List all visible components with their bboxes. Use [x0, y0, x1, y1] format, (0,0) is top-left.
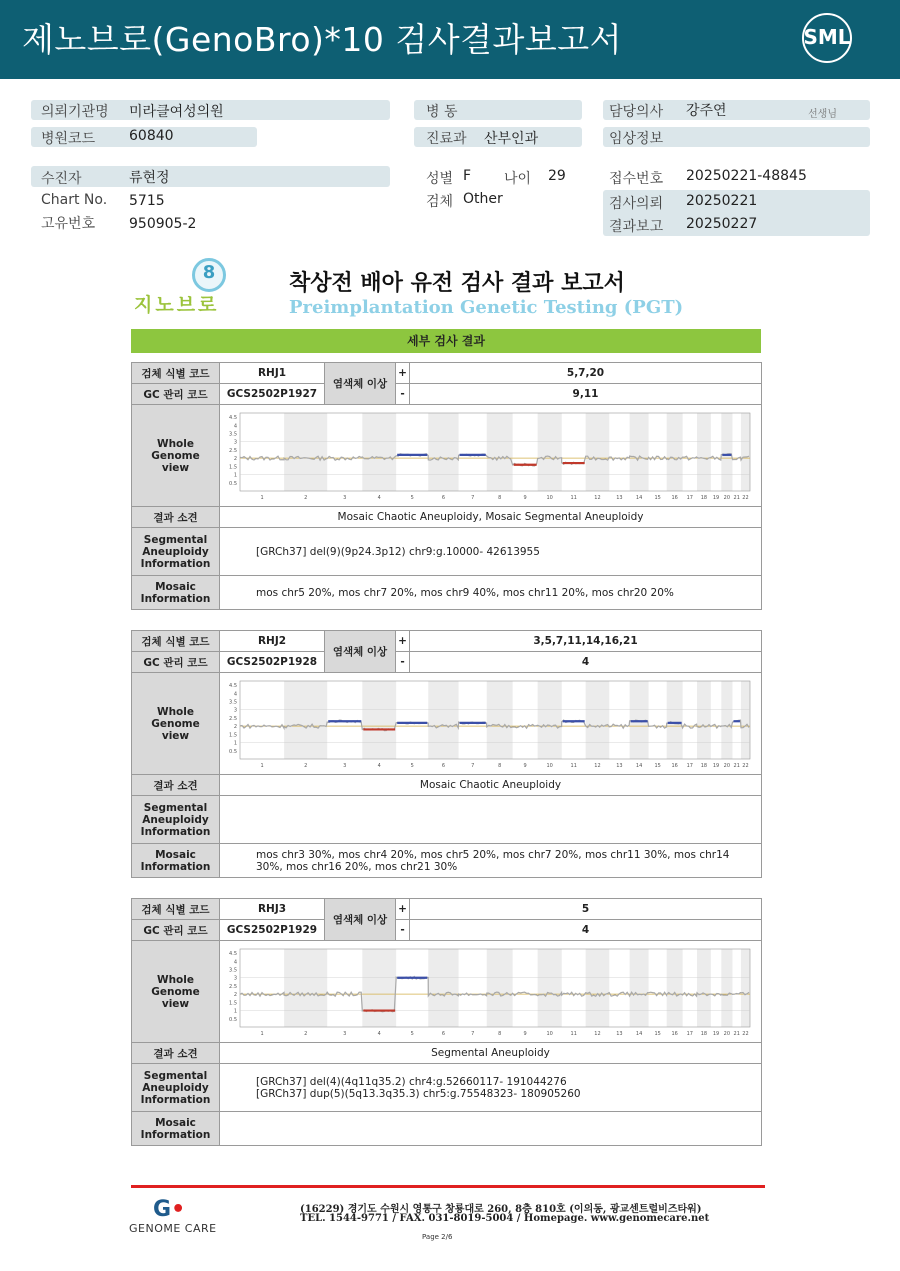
chromosome-label: 8	[498, 1030, 502, 1037]
sample-id: RHJ1	[220, 363, 325, 384]
chromosome-label: 18	[700, 762, 708, 769]
chromosome-label: 20	[723, 494, 731, 501]
chromosome-band	[697, 413, 711, 491]
chromosome-abnormality-header: 염색체 이상	[325, 899, 396, 941]
y-tick-label: 4	[233, 958, 237, 965]
genobro-logo-mark: 8	[202, 262, 216, 283]
chromosome-label: 21	[733, 762, 740, 769]
y-tick-label: 4	[233, 690, 237, 697]
chromosome-label: 12	[594, 494, 601, 501]
gain-sign: +	[396, 899, 410, 920]
chromosome-band	[586, 949, 610, 1027]
chromosome-band	[284, 413, 327, 491]
sample-code-header: 검체 식별 코드	[132, 363, 220, 384]
id-label: 고유번호	[41, 216, 96, 232]
chromosome-band	[721, 681, 732, 759]
chromosome-label: 1	[260, 762, 264, 769]
footer-address: (16229) 경기도 수원시 영통구 창룡대로 260, 8층 810호 (이의동, 광교센트럴비즈타워)	[300, 1204, 702, 1215]
gain-chromosomes: 3,5,7,11,14,16,21	[410, 631, 762, 652]
chromosome-label: 14	[635, 762, 643, 769]
chromosome-label: 8	[498, 762, 502, 769]
chromosome-band	[741, 681, 750, 759]
chromosome-abnormality-header: 염색체 이상	[325, 631, 396, 673]
mosaic-header: Mosaic Information	[132, 1112, 220, 1146]
specimen-value: Other	[463, 191, 503, 207]
gc-code-header: GC 관리 코드	[132, 920, 220, 941]
mosaic-value: mos chr5 20%, mos chr7 20%, mos chr9 40%, mos chr11 20%, mos chr20 20%	[220, 576, 762, 610]
doctor-value: 강주연	[686, 103, 727, 119]
genome-care-logo-icon: G•	[153, 1197, 186, 1222]
loss-sign: -	[396, 384, 410, 405]
segmental-header: Segmental Aneuploidy Information	[132, 796, 220, 844]
chromosome-band	[721, 413, 732, 491]
inst-value: 미라클여성의원	[129, 104, 224, 120]
gc-code: GCS2502P1929	[220, 920, 325, 941]
code-label: 병원코드	[41, 131, 96, 147]
chromosome-label: 2	[304, 494, 308, 501]
chromosome-label: 6	[441, 494, 446, 501]
loss-sign: -	[396, 652, 410, 673]
footer-contact: TEL. 1544-9771 / FAX. 031-8019-5004 / Homepage. www.genomecare.net	[300, 1213, 710, 1224]
chromosome-label: 14	[635, 494, 643, 501]
chromosome-label: 10	[546, 494, 553, 501]
y-tick-label: 2	[233, 991, 237, 998]
report-title: 착상전 배아 유전 검사 결과 보고서	[289, 271, 625, 296]
gain-chromosomes: 5,7,20	[410, 363, 762, 384]
chromosome-label: 3	[343, 762, 347, 769]
page-number: Page 2/6	[422, 1233, 453, 1241]
chromosome-band	[586, 681, 610, 759]
chromosome-band	[538, 681, 562, 759]
sample-code-header: 검체 식별 코드	[132, 631, 220, 652]
request-label: 검사의뢰	[609, 196, 664, 212]
chromosome-label: 8	[498, 494, 502, 501]
genome-view-cell	[220, 405, 762, 507]
chromosome-label: 4	[377, 762, 381, 769]
chromosome-label: 18	[700, 494, 708, 501]
chromosome-label: 21	[733, 494, 740, 501]
genome-care-brand: GENOME CARE	[129, 1222, 217, 1235]
segmental-header: Segmental Aneuploidy Information	[132, 528, 220, 576]
y-tick-label: 2.5	[229, 447, 237, 454]
y-tick-label: 1.5	[229, 463, 237, 470]
receipt-label: 접수번호	[609, 171, 664, 187]
chromosome-label: 14	[635, 1030, 643, 1037]
chromosome-label: 4	[377, 1030, 381, 1037]
y-tick-label: 2.5	[229, 983, 237, 990]
loss-chromosomes: 4	[410, 920, 762, 941]
chromosome-band	[630, 413, 649, 491]
chromosome-band	[667, 949, 683, 1027]
y-tick-label: 3.5	[229, 967, 237, 974]
chart-value: 5715	[129, 193, 165, 209]
chromosome-label: 11	[570, 1030, 577, 1037]
y-tick-label: 0.5	[229, 480, 237, 487]
chromosome-label: 10	[546, 762, 553, 769]
chromosome-band	[487, 681, 513, 759]
chromosome-band	[487, 413, 513, 491]
chromosome-label: 7	[471, 762, 475, 769]
chromosome-band	[667, 681, 683, 759]
finding-value: Segmental Aneuploidy	[220, 1043, 762, 1064]
chromosome-band	[428, 413, 458, 491]
chromosome-label: 17	[686, 762, 694, 769]
chromosome-label: 15	[654, 494, 661, 501]
inst-label: 의뢰기관명	[41, 104, 109, 120]
segmental-value: [GRCh37] del(9)(9p24.3p12) chr9:g.10000- 42613955	[220, 528, 762, 576]
gc-code: GCS2502P1927	[220, 384, 325, 405]
chromosome-label: 2	[304, 1030, 308, 1037]
y-tick-label: 0.5	[229, 1016, 237, 1023]
sample-id: RHJ2	[220, 631, 325, 652]
segmental-value: [GRCh37] del(4)(4q11q35.2) chr4:g.52660117- 191044276 [GRCh37] dup(5)(5q13.3q35.3) chr5:g.75548323- 180905260	[220, 1064, 762, 1112]
mosaic-header: Mosaic Information	[132, 844, 220, 878]
chromosome-label: 2	[304, 762, 308, 769]
chromosome-band	[284, 681, 327, 759]
chromosome-label: 12	[594, 1030, 601, 1037]
finding-header: 결과 소견	[132, 507, 220, 528]
chromosome-label: 22	[742, 494, 749, 501]
footer-divider	[131, 1185, 765, 1188]
chromosome-label: 5	[410, 762, 414, 769]
chromosome-label: 16	[671, 762, 678, 769]
loss-chromosomes: 9,11	[410, 384, 762, 405]
segmental-value	[220, 796, 762, 844]
result-table	[131, 362, 762, 610]
chromosome-band	[586, 413, 610, 491]
y-tick-label: 3	[233, 975, 237, 982]
chromosome-label: 19	[712, 494, 720, 501]
genome-view-header: Whole Genome view	[132, 941, 220, 1043]
finding-value: Mosaic Chaotic Aneuploidy	[220, 775, 762, 796]
chromosome-label: 22	[742, 762, 749, 769]
chromosome-label: 11	[570, 762, 577, 769]
chromosome-label: 6	[441, 1030, 446, 1037]
ward-label: 병 동	[426, 104, 458, 120]
loss-chromosomes: 4	[410, 652, 762, 673]
gain-sign: +	[396, 363, 410, 384]
chromosome-abnormality-header: 염색체 이상	[325, 363, 396, 405]
y-tick-label: 4.5	[229, 950, 237, 957]
chromosome-label: 1	[260, 494, 264, 501]
clinical-label: 임상정보	[609, 131, 664, 147]
chromosome-label: 6	[441, 762, 446, 769]
genome-view-chart	[220, 675, 754, 773]
doctor-label: 담당의사	[609, 104, 664, 120]
segmental-header: Segmental Aneuploidy Information	[132, 1064, 220, 1112]
chromosome-label: 10	[546, 1030, 553, 1037]
chromosome-label: 20	[723, 762, 731, 769]
y-tick-label: 3.5	[229, 699, 237, 706]
chromosome-band	[697, 949, 711, 1027]
chromosome-label: 3	[343, 494, 347, 501]
chromosome-band	[538, 949, 562, 1027]
chromosome-label: 1	[260, 1030, 264, 1037]
specimen-label: 검체	[426, 194, 454, 210]
request-value: 20250221	[686, 193, 758, 209]
age-label: 나이	[504, 171, 532, 187]
id-value: 950905-2	[129, 216, 197, 232]
chromosome-band	[667, 413, 683, 491]
finding-header: 결과 소견	[132, 775, 220, 796]
chromosome-band	[284, 949, 327, 1027]
gc-code-header: GC 관리 코드	[132, 384, 220, 405]
sex-value: F	[463, 168, 472, 184]
y-tick-label: 2	[233, 455, 237, 462]
finding-value: Mosaic Chaotic Aneuploidy, Mosaic Segmental Aneuploidy	[220, 507, 762, 528]
chromosome-band	[741, 413, 750, 491]
sample-id: RHJ3	[220, 899, 325, 920]
sample-code-header: 검체 식별 코드	[132, 899, 220, 920]
y-tick-label: 2	[233, 723, 237, 730]
chromosome-band	[362, 413, 396, 491]
y-tick-label: 1	[233, 740, 237, 747]
chromosome-band	[538, 413, 562, 491]
y-tick-label: 4	[233, 422, 237, 429]
y-tick-label: 3.5	[229, 431, 237, 438]
code-value: 60840	[129, 128, 174, 144]
page-title: 제노브로(GenoBro)*10 검사결과보고서	[22, 20, 623, 59]
chromosome-band	[362, 681, 396, 759]
y-tick-label: 1	[233, 1008, 237, 1015]
chromosome-label: 13	[616, 494, 623, 501]
y-tick-label: 1.5	[229, 999, 237, 1006]
chromosome-label: 9	[523, 762, 527, 769]
chromosome-band	[428, 681, 458, 759]
mosaic-value	[220, 1112, 762, 1146]
chromosome-label: 7	[471, 1030, 475, 1037]
y-tick-label: 4.5	[229, 682, 237, 689]
y-tick-label: 4.5	[229, 414, 237, 421]
chart-label: Chart No.	[41, 192, 108, 208]
genome-view-cell	[220, 941, 762, 1043]
chromosome-label: 16	[671, 1030, 678, 1037]
y-tick-label: 0.5	[229, 748, 237, 755]
chromosome-label: 9	[523, 494, 527, 501]
chromosome-label: 9	[523, 1030, 527, 1037]
genome-view-header: Whole Genome view	[132, 405, 220, 507]
y-tick-label: 3	[233, 707, 237, 714]
mosaic-header: Mosaic Information	[132, 576, 220, 610]
chromosome-band	[697, 681, 711, 759]
chromosome-band	[630, 949, 649, 1027]
name-label: 수진자	[41, 171, 82, 187]
report-label: 결과보고	[609, 219, 664, 235]
chromosome-label: 18	[700, 1030, 708, 1037]
chromosome-band	[721, 949, 732, 1027]
chromosome-label: 21	[733, 1030, 740, 1037]
finding-header: 결과 소견	[132, 1043, 220, 1064]
doctor-suffix: 선생님	[808, 109, 837, 120]
gc-code: GCS2502P1928	[220, 652, 325, 673]
receipt-value: 20250221-48845	[686, 168, 807, 184]
chromosome-label: 11	[570, 494, 577, 501]
chromosome-label: 20	[723, 1030, 731, 1037]
chromosome-label: 19	[712, 762, 720, 769]
genome-view-header: Whole Genome view	[132, 673, 220, 775]
gain-chromosomes: 5	[410, 899, 762, 920]
report-subtitle: Preimplantation Genetic Testing (PGT)	[289, 297, 684, 318]
chromosome-label: 7	[471, 494, 475, 501]
chromosome-label: 15	[654, 762, 661, 769]
age-value: 29	[548, 168, 566, 184]
y-tick-label: 1	[233, 472, 237, 479]
chromosome-label: 5	[410, 1030, 414, 1037]
name-field-bg	[31, 166, 390, 187]
chromosome-label: 4	[377, 494, 381, 501]
result-table	[131, 630, 762, 878]
chromosome-label: 17	[686, 1030, 694, 1037]
chromosome-band	[362, 949, 396, 1027]
sml-logo-text: SML	[803, 25, 851, 49]
dept-value: 산부인과	[484, 131, 539, 147]
y-tick-label: 1.5	[229, 731, 237, 738]
chromosome-label: 15	[654, 1030, 661, 1037]
report-value: 20250227	[686, 216, 758, 232]
chromosome-label: 12	[594, 762, 601, 769]
chromosome-label: 13	[616, 1030, 623, 1037]
chromosome-band	[741, 949, 750, 1027]
chromosome-label: 19	[712, 1030, 720, 1037]
loss-sign: -	[396, 920, 410, 941]
gc-code-header: GC 관리 코드	[132, 652, 220, 673]
chromosome-label: 13	[616, 762, 623, 769]
genobro-logo-text: 지노브로	[134, 294, 220, 316]
mosaic-value: mos chr3 30%, mos chr4 20%, mos chr5 20%, mos chr7 20%, mos chr11 30%, mos chr14 30%, mos chr16 20%, mos chr21 30%	[220, 844, 762, 878]
chromosome-label: 17	[686, 494, 694, 501]
section-header: 세부 검사 결과	[131, 329, 761, 353]
chromosome-band	[428, 949, 458, 1027]
chromosome-label: 3	[343, 1030, 347, 1037]
genome-view-chart	[220, 943, 754, 1041]
chromosome-band	[487, 949, 513, 1027]
genome-view-cell	[220, 673, 762, 775]
chromosome-label: 16	[671, 494, 678, 501]
dept-label: 진료과	[426, 131, 467, 147]
y-tick-label: 3	[233, 439, 237, 446]
sex-label: 성별	[426, 171, 454, 187]
chromosome-label: 5	[410, 494, 414, 501]
gain-sign: +	[396, 631, 410, 652]
chromosome-label: 22	[742, 1030, 749, 1037]
result-table	[131, 898, 762, 1146]
name-value: 류현정	[129, 170, 170, 186]
genome-view-chart	[220, 407, 754, 505]
y-tick-label: 2.5	[229, 715, 237, 722]
